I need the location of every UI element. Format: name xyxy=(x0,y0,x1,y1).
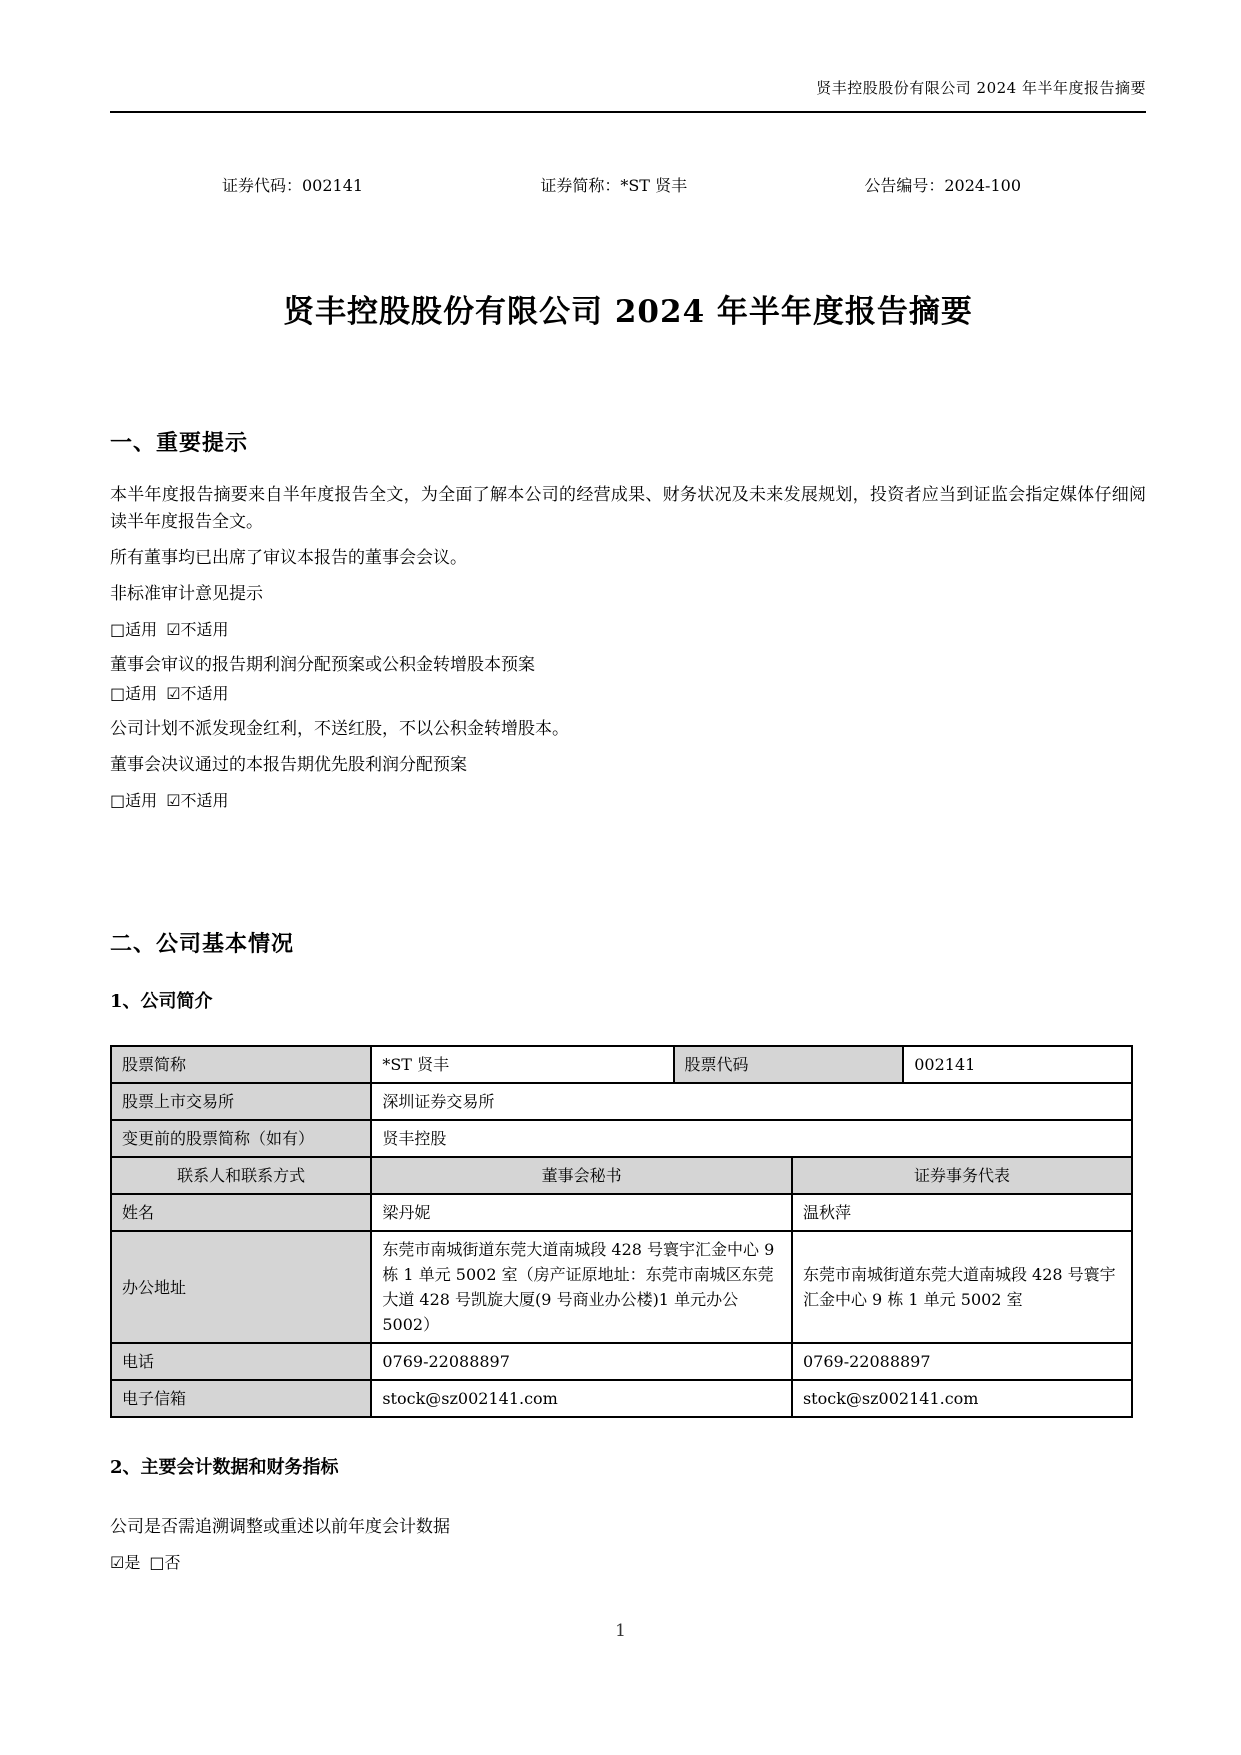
preferred-applicability-checkline: □适用 ☑不适用 xyxy=(110,791,229,810)
page-number: 1 xyxy=(615,1621,626,1641)
cell-previous-abbr-value: 贤丰控股 xyxy=(371,1120,1132,1157)
cell-email-label: 电子信箱 xyxy=(111,1380,371,1417)
profit-applicability-checkline: □适用 ☑不适用 xyxy=(110,684,229,703)
cell-name-label: 姓名 xyxy=(111,1194,371,1231)
company-profile-table xyxy=(110,1045,1133,1418)
info-row xyxy=(222,175,1021,197)
cell-securities-rep-header: 证券事务代表 xyxy=(792,1157,1132,1194)
report-title: 贤丰控股股份有限公司 2024 年半年度报告摘要 xyxy=(283,294,973,330)
directors-attendance-paragraph: 所有董事均已出席了审议本报告的董事会会议。 xyxy=(110,548,467,568)
row-office-address xyxy=(111,1231,1132,1343)
header-divider xyxy=(110,111,1146,113)
cell-telephone-label: 电话 xyxy=(111,1343,371,1380)
subsection-heading-financial-data: 2、主要会计数据和财务指标 xyxy=(110,1457,339,1478)
row-contact-header xyxy=(111,1157,1132,1194)
cell-rep-email: stock@sz002141.com xyxy=(792,1380,1132,1417)
securities-code: 证券代码：002141 xyxy=(222,176,364,195)
row-previous-abbr xyxy=(111,1120,1132,1157)
cell-secretary-telephone: 0769-22088897 xyxy=(371,1343,792,1380)
section-heading-important-notice: 一、重要提示 xyxy=(110,430,249,456)
page-header-reference: 贤丰控股股份有限公司 2024 年半年度报告摘要 xyxy=(816,79,1146,97)
cell-address-label: 办公地址 xyxy=(111,1231,371,1343)
audit-applicability-checkline: □适用 ☑不适用 xyxy=(110,620,229,639)
securities-abbr: 证券简称：*ST 贤丰 xyxy=(540,176,688,195)
cell-secretary-email: stock@sz002141.com xyxy=(371,1380,792,1417)
announcement-number: 公告编号：2024-100 xyxy=(864,176,1021,195)
cell-contact-header-label: 联系人和联系方式 xyxy=(111,1157,371,1194)
cell-previous-abbr-label: 变更前的股票简称（如有） xyxy=(111,1120,371,1157)
cell-stock-code-value: 002141 xyxy=(903,1046,1132,1083)
restatement-question: 公司是否需追溯调整或重述以前年度会计数据 xyxy=(110,1517,450,1537)
row-stock-abbr-code xyxy=(111,1046,1132,1083)
no-dividend-statement: 公司计划不派发现金红利，不送红股，不以公积金转增股本。 xyxy=(110,719,569,739)
cell-secretary-name: 梁丹妮 xyxy=(371,1194,792,1231)
cell-rep-telephone: 0769-22088897 xyxy=(792,1343,1132,1380)
cell-stock-code-label: 股票代码 xyxy=(674,1046,904,1083)
preferred-stock-plan-paragraph: 董事会决议通过的本报告期优先股利润分配预案 xyxy=(110,755,467,775)
row-email xyxy=(111,1380,1132,1417)
subsection-heading-company-profile: 1、公司简介 xyxy=(110,991,213,1012)
profit-distribution-plan-paragraph: 董事会审议的报告期利润分配预案或公积金转增股本预案 xyxy=(110,655,535,675)
non-standard-audit-hint: 非标准审计意见提示 xyxy=(110,584,263,604)
cell-stock-abbr-label: 股票简称 xyxy=(111,1046,371,1083)
cell-rep-address: 东莞市南城街道东莞大道南城段 428 号寰宇汇金中心 9 栋 1 单元 5002 室 xyxy=(792,1231,1132,1343)
cell-secretary-address: 东莞市南城街道东莞大道南城段 428 号寰宇汇金中心 9 栋 1 单元 5002 室（房产证原地址：东莞市南城区东莞大道 428 号凯旋大厦(9 号商业办公楼)1 单元办公 5002） xyxy=(371,1231,792,1343)
cell-stock-abbr-value: *ST 贤丰 xyxy=(371,1046,673,1083)
cell-exchange-label: 股票上市交易所 xyxy=(111,1083,371,1120)
cell-rep-name: 温秋萍 xyxy=(792,1194,1132,1231)
notice-summary-paragraph: 本半年度报告摘要来自半年度报告全文，为全面了解本公司的经营成果、财务状况及未来发展规划，投资者应当到证监会指定媒体仔细阅读半年度报告全文。 xyxy=(110,485,1146,532)
cell-exchange-value: 深圳证券交易所 xyxy=(371,1083,1132,1120)
row-telephone xyxy=(111,1343,1132,1380)
row-listing-exchange xyxy=(111,1083,1132,1120)
restatement-answer-checkline: ☑是 □否 xyxy=(110,1553,181,1572)
cell-board-secretary-header: 董事会秘书 xyxy=(371,1157,792,1194)
row-contact-name xyxy=(111,1194,1132,1231)
section-heading-company-overview: 二、公司基本情况 xyxy=(110,931,295,957)
